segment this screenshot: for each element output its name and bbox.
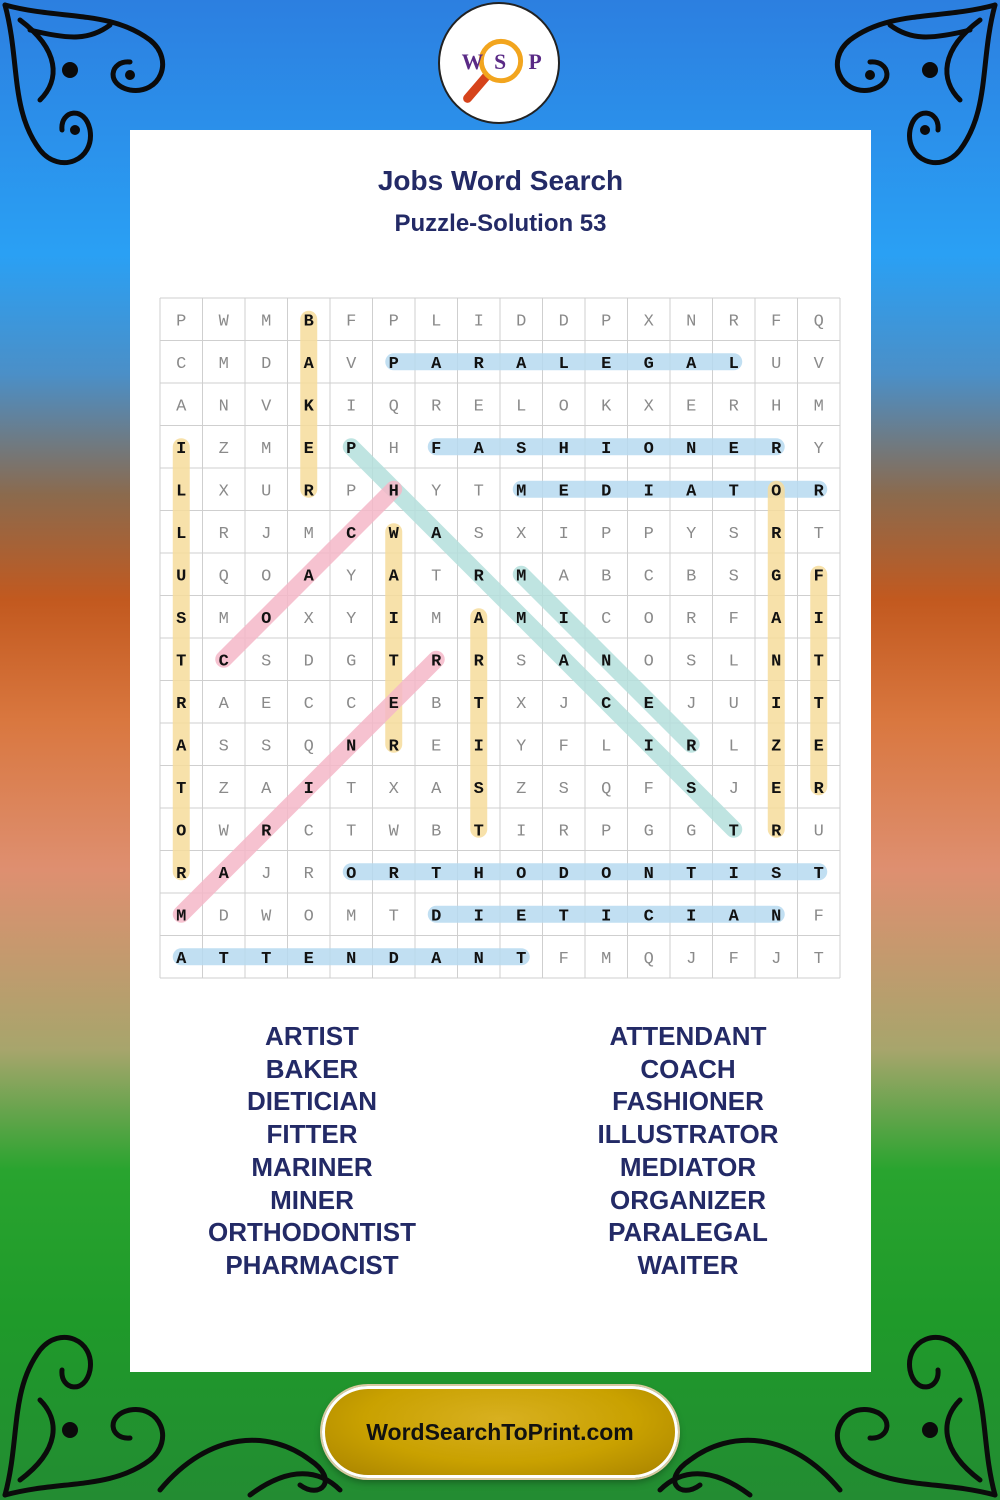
grid-cell-letter[interactable]: R [771, 524, 782, 544]
grid-cell-letter[interactable]: U [771, 354, 782, 374]
grid-cell-letter[interactable]: A [473, 609, 484, 629]
grid-cell-letter[interactable]: A [558, 567, 569, 587]
grid-cell-letter[interactable]: Y [813, 439, 824, 459]
grid-cell-letter[interactable]: M [218, 609, 229, 629]
grid-cell-letter[interactable]: S [728, 524, 739, 544]
grid-cell-letter[interactable]: P [601, 312, 612, 332]
grid-cell-letter[interactable]: W [261, 907, 272, 927]
word-list-item: MARINER [251, 1151, 373, 1182]
grid-cell-letter[interactable]: G [643, 354, 654, 374]
grid-cell-letter[interactable]: I [601, 907, 612, 927]
grid-cell-letter[interactable]: B [686, 567, 697, 587]
grid-cell-letter[interactable]: S [686, 652, 697, 672]
grid-cell-letter[interactable]: A [218, 694, 229, 714]
grid-cell-letter[interactable]: T [346, 822, 357, 842]
grid-cell-letter[interactable]: W [218, 312, 229, 332]
grid-cell-letter[interactable]: T [218, 949, 229, 969]
grid-cell-letter[interactable]: E [388, 694, 399, 714]
grid-cell-letter[interactable]: E [686, 397, 697, 417]
grid-cell-letter[interactable]: Q [813, 312, 824, 332]
grid-cell-letter[interactable]: R [176, 694, 187, 714]
grid-cell-letter[interactable]: A [771, 609, 782, 629]
grid-cell-letter[interactable]: R [771, 439, 782, 459]
grid-cell-letter[interactable]: N [771, 652, 782, 672]
grid-cell-letter[interactable]: M [218, 354, 229, 374]
grid-cell-letter[interactable]: R [813, 779, 824, 799]
grid-cell-letter[interactable]: J [686, 694, 697, 714]
grid-cell-letter[interactable]: S [686, 779, 697, 799]
grid-cell-letter[interactable]: R [303, 864, 314, 884]
grid-cell-letter[interactable]: T [813, 949, 824, 969]
grid-cell-letter[interactable]: E [601, 354, 612, 374]
grid-cell-letter[interactable]: A [728, 907, 739, 927]
grid-cell-letter[interactable]: N [686, 312, 697, 332]
grid-cell-letter[interactable]: T [388, 907, 399, 927]
grid-cell-letter[interactable]: G [686, 822, 697, 842]
grid-cell-letter[interactable]: S [261, 652, 272, 672]
grid-cell-letter[interactable]: R [218, 524, 229, 544]
grid-cell-letter[interactable]: B [431, 822, 442, 842]
grid-cell-letter[interactable]: T [686, 864, 697, 884]
grid-cell-letter[interactable]: Y [516, 737, 527, 757]
grid-cell-letter[interactable]: N [771, 907, 782, 927]
grid-cell-letter[interactable]: D [261, 354, 272, 374]
grid-cell-letter[interactable]: C [218, 652, 229, 672]
grid-cell-letter[interactable]: U [261, 482, 272, 502]
grid-cell-letter[interactable]: F [813, 567, 824, 587]
grid-cell-letter[interactable]: U [813, 822, 824, 842]
grid-cell-letter[interactable]: L [176, 524, 187, 544]
grid-cell-letter[interactable]: I [176, 439, 187, 459]
grid-cell-letter[interactable]: E [261, 694, 272, 714]
grid-cell-letter[interactable]: R [388, 737, 399, 757]
grid-cell-letter[interactable]: A [176, 737, 187, 757]
grid-cell-letter[interactable]: R [261, 822, 272, 842]
word-list-item: ORGANIZER [610, 1184, 766, 1215]
grid-cell-letter[interactable]: R [558, 822, 569, 842]
grid-cell-letter[interactable]: I [473, 737, 484, 757]
grid-cell-letter[interactable]: T [813, 864, 824, 884]
grid-cell-letter[interactable]: C [643, 907, 654, 927]
grid-cell-letter[interactable]: L [431, 312, 442, 332]
grid-cell-letter[interactable]: C [346, 694, 357, 714]
grid-cell-letter[interactable]: O [176, 822, 187, 842]
grid-cell-letter[interactable]: F [813, 907, 824, 927]
word-list-item: BAKER [265, 1053, 359, 1084]
grid-cell-letter[interactable]: I [388, 609, 399, 629]
grid-cell-letter[interactable]: T [431, 864, 442, 884]
word-list-item: FITTER [266, 1119, 358, 1150]
word-list-item: DIETICIAN [247, 1086, 377, 1117]
grid-cell-letter[interactable]: O [303, 907, 314, 927]
grid-cell-letter[interactable]: T [473, 694, 484, 714]
grid-cell-letter[interactable]: R [771, 822, 782, 842]
grid-cell-letter[interactable]: A [686, 482, 697, 502]
grid-cell-letter[interactable]: T [813, 652, 824, 672]
grid-cell-letter[interactable]: O [643, 439, 654, 459]
grid-cell-letter[interactable]: U [728, 694, 739, 714]
grid-cell-letter[interactable]: Q [643, 949, 654, 969]
grid-cell-letter[interactable]: J [771, 949, 782, 969]
grid-cell-letter[interactable]: R [686, 737, 697, 757]
grid-cell-letter[interactable]: Z [218, 779, 229, 799]
grid-cell-letter[interactable]: D [601, 482, 612, 502]
word-list-item: ORTHODONTIST [208, 1217, 416, 1248]
grid-cell-letter[interactable]: W [388, 524, 399, 544]
grid-cell-letter[interactable]: D [558, 864, 569, 884]
grid-cell-letter[interactable]: A [431, 779, 442, 799]
grid-cell-letter[interactable]: N [346, 737, 357, 757]
logo-letter-w: W [461, 49, 484, 74]
puzzle-paper [130, 130, 871, 1372]
grid-cell-letter[interactable]: I [346, 397, 357, 417]
grid-cell-letter[interactable]: M [346, 907, 357, 927]
grid-cell-letter[interactable]: P [601, 822, 612, 842]
grid-cell-letter[interactable]: J [261, 524, 272, 544]
grid-cell-letter[interactable]: I [473, 907, 484, 927]
grid-cell-letter[interactable]: I [558, 524, 569, 544]
grid-cell-letter[interactable]: V [813, 354, 824, 374]
grid-cell-letter[interactable]: A [558, 652, 569, 672]
grid-cell-letter[interactable]: K [303, 397, 314, 417]
grid-cell-letter[interactable]: Y [346, 567, 357, 587]
grid-cell-letter[interactable]: C [601, 609, 612, 629]
grid-cell-letter[interactable]: M [176, 907, 187, 927]
grid-cell-letter[interactable]: I [601, 439, 612, 459]
grid-cell-letter[interactable]: J [686, 949, 697, 969]
grid-cell-letter[interactable]: T [516, 949, 527, 969]
grid-cell-letter[interactable]: N [218, 397, 229, 417]
grid-cell-letter[interactable]: A [431, 524, 442, 544]
grid-cell-letter[interactable]: S [261, 737, 272, 757]
grid-cell-letter[interactable]: F [728, 949, 739, 969]
word-list-item: WAITER [637, 1249, 739, 1280]
word-search-grid [130, 130, 871, 1030]
grid-cell-letter[interactable]: M [516, 482, 527, 502]
grid-cell-letter[interactable]: X [643, 312, 654, 332]
grid-cell-letter[interactable]: T [431, 567, 442, 587]
grid-cell-letter[interactable]: L [728, 737, 739, 757]
grid-cell-letter[interactable]: O [771, 482, 782, 502]
grid-cell-letter[interactable]: I [643, 737, 654, 757]
grid-cell-letter[interactable]: M [813, 397, 824, 417]
grid-cell-letter[interactable]: S [176, 609, 187, 629]
grid-cell-letter[interactable]: E [558, 482, 569, 502]
grid-cell-letter[interactable]: A [516, 354, 527, 374]
grid-cell-letter[interactable]: S [558, 779, 569, 799]
grid-cell-letter[interactable]: J [261, 864, 272, 884]
grid-cell-letter[interactable]: E [728, 439, 739, 459]
grid-cell-letter[interactable]: R [813, 482, 824, 502]
grid-cell-letter[interactable]: I [643, 482, 654, 502]
grid-cell-letter[interactable]: H [558, 439, 569, 459]
grid-cell-letter[interactable]: T [388, 652, 399, 672]
grid-cell-letter[interactable]: R [388, 864, 399, 884]
grid-cell-letter[interactable]: A [303, 567, 314, 587]
grid-cell-letter[interactable]: B [303, 312, 314, 332]
page-subtitle: Puzzle-Solution 53 [394, 210, 607, 237]
grid-cell-letter[interactable]: T [176, 779, 187, 799]
grid-cell-letter[interactable]: F [728, 609, 739, 629]
grid-cell-letter[interactable]: A [176, 949, 187, 969]
grid-cell-letter[interactable]: X [388, 779, 399, 799]
grid-cell-letter[interactable]: G [771, 567, 782, 587]
grid-cell-letter[interactable]: S [218, 737, 229, 757]
grid-cell-letter[interactable]: T [813, 694, 824, 714]
grid-cell-letter[interactable]: O [261, 567, 272, 587]
grid-cell-letter[interactable]: T [558, 907, 569, 927]
grid-cell-letter[interactable]: D [303, 652, 314, 672]
grid-cell-letter[interactable]: N [686, 439, 697, 459]
grid-cell-letter[interactable]: H [473, 864, 484, 884]
grid-cell-letter[interactable]: X [516, 524, 527, 544]
grid-cell-letter[interactable]: P [346, 439, 357, 459]
word-list-item: PHARMACIST [225, 1249, 399, 1280]
grid-cell-letter[interactable]: E [643, 694, 654, 714]
grid-cell-letter[interactable]: T [346, 779, 357, 799]
grid-cell-letter[interactable]: E [473, 397, 484, 417]
site-link-button[interactable]: WordSearchToPrint.com [322, 1386, 678, 1478]
grid-cell-letter[interactable]: S [771, 864, 782, 884]
page-title: Jobs Word Search [377, 165, 624, 196]
grid-cell-letter[interactable]: H [388, 482, 399, 502]
grid-cell-letter[interactable]: V [261, 397, 272, 417]
grid-cell-letter[interactable]: I [516, 822, 527, 842]
word-list-item: MINER [270, 1184, 354, 1215]
grid-cell-letter[interactable]: D [431, 907, 442, 927]
grid-cell-letter[interactable]: Q [601, 779, 612, 799]
grid-cell-letter[interactable]: A [473, 439, 484, 459]
grid-cell-letter[interactable]: L [728, 354, 739, 374]
grid-cell-letter[interactable]: T [261, 949, 272, 969]
word-list-item: FASHIONER [612, 1086, 764, 1117]
grid-cell-letter[interactable]: O [516, 864, 527, 884]
grid-cell-letter[interactable]: F [431, 439, 442, 459]
grid-cell-letter[interactable]: Q [388, 397, 399, 417]
grid-cell-letter[interactable]: M [516, 567, 527, 587]
grid-cell-letter[interactable]: P [388, 312, 399, 332]
grid-cell-letter[interactable]: E [303, 439, 314, 459]
grid-cell-letter[interactable]: A [176, 397, 187, 417]
grid-cell-letter[interactable]: N [601, 652, 612, 672]
grid-cell-letter[interactable]: C [643, 567, 654, 587]
grid-cell-letter[interactable]: P [388, 354, 399, 374]
grid-cell-letter[interactable]: P [601, 524, 612, 544]
grid-cell-letter[interactable]: I [686, 907, 697, 927]
grid-cell-letter[interactable]: M [261, 439, 272, 459]
grid-cell-letter[interactable]: G [346, 652, 357, 672]
grid-cell-letter[interactable]: A [431, 354, 442, 374]
grid-cell-letter[interactable]: E [516, 907, 527, 927]
grid-cell-letter[interactable]: R [473, 354, 484, 374]
grid-cell-letter[interactable]: O [261, 609, 272, 629]
grid-cell-letter[interactable]: X [218, 482, 229, 502]
grid-cell-letter[interactable]: Y [686, 524, 697, 544]
grid-cell-letter[interactable]: C [346, 524, 357, 544]
grid-cell-letter[interactable]: P [176, 312, 187, 332]
grid-cell-letter[interactable]: Y [431, 482, 442, 502]
grid-cell-letter[interactable]: B [431, 694, 442, 714]
grid-cell-letter[interactable]: Z [218, 439, 229, 459]
grid-cell-letter[interactable]: M [261, 312, 272, 332]
word-list-item: ILLUSTRATOR [597, 1119, 779, 1150]
grid-cell-letter[interactable]: R [473, 652, 484, 672]
grid-cell-letter[interactable]: A [388, 567, 399, 587]
grid-cell-letter[interactable]: T [473, 822, 484, 842]
grid-cell-letter[interactable]: F [558, 737, 569, 757]
grid-cell-letter[interactable]: C [303, 694, 314, 714]
grid-cell-letter[interactable]: M [431, 609, 442, 629]
grid-cell-letter[interactable]: R [176, 864, 187, 884]
grid-cell-letter[interactable]: E [431, 737, 442, 757]
grid-cell-letter[interactable]: R [431, 397, 442, 417]
grid-cell-letter[interactable]: N [473, 949, 484, 969]
grid-cell-letter[interactable]: D [218, 907, 229, 927]
grid-cell-letter[interactable]: E [771, 779, 782, 799]
grid-cell-letter[interactable]: H [388, 439, 399, 459]
grid-cell-letter[interactable]: T [728, 482, 739, 502]
grid-cell-letter[interactable]: B [601, 567, 612, 587]
grid-cell-letter[interactable]: I [813, 609, 824, 629]
grid-cell-letter[interactable]: M [303, 524, 314, 544]
grid-cell-letter[interactable]: Y [346, 609, 357, 629]
grid-cell-letter[interactable]: O [643, 609, 654, 629]
grid-cell-letter[interactable]: S [728, 567, 739, 587]
grid-cell-letter[interactable]: J [728, 779, 739, 799]
grid-cell-letter[interactable]: F [771, 312, 782, 332]
grid-cell-letter[interactable]: R [431, 652, 442, 672]
grid-cell-letter[interactable]: S [473, 524, 484, 544]
grid-cell-letter[interactable]: W [388, 822, 399, 842]
grid-cell-letter[interactable]: V [346, 354, 357, 374]
grid-cell-letter[interactable]: X [303, 609, 314, 629]
grid-cell-letter[interactable]: C [176, 354, 187, 374]
logo-letter-p: P [528, 49, 542, 74]
grid-cell-letter[interactable]: E [303, 949, 314, 969]
grid-cell-letter[interactable]: M [601, 949, 612, 969]
grid-cell-letter[interactable]: I [728, 864, 739, 884]
grid-cell-letter[interactable]: E [813, 737, 824, 757]
grid-cell-letter[interactable]: A [686, 354, 697, 374]
grid-cell-letter[interactable]: I [558, 609, 569, 629]
word-list-item: ARTIST [265, 1021, 359, 1051]
logo-letter-s: S [494, 49, 507, 74]
grid-cell-letter[interactable]: L [516, 397, 527, 417]
grid-cell-letter[interactable]: L [728, 652, 739, 672]
grid-cell-letter[interactable]: W [218, 822, 229, 842]
word-list-left [162, 1020, 462, 1282]
word-list-item: ATTENDANT [609, 1021, 767, 1051]
grid-cell-letter[interactable]: A [431, 949, 442, 969]
grid-cell-letter[interactable]: I [473, 312, 484, 332]
grid-cell-letter[interactable]: A [261, 779, 272, 799]
grid-cell-letter[interactable]: L [601, 737, 612, 757]
grid-cell-letter[interactable]: Z [771, 737, 782, 757]
grid-cell-letter[interactable]: D [558, 312, 569, 332]
grid-cell-letter[interactable]: G [643, 822, 654, 842]
grid-cell-letter[interactable]: Q [303, 737, 314, 757]
grid-cell-letter[interactable]: R [303, 482, 314, 502]
grid-cell-letter[interactable]: M [516, 609, 527, 629]
grid-cell-letter[interactable]: D [516, 312, 527, 332]
grid-cell-letter[interactable]: A [303, 354, 314, 374]
grid-cell-letter[interactable]: S [516, 652, 527, 672]
grid-cell-letter[interactable]: F [558, 949, 569, 969]
grid-cell-letter[interactable]: H [771, 397, 782, 417]
grid-cell-letter[interactable]: D [388, 949, 399, 969]
grid-cell-letter[interactable]: C [601, 694, 612, 714]
grid-cell-letter[interactable]: R [473, 567, 484, 587]
grid-cell-letter[interactable]: F [643, 779, 654, 799]
wsp-logo [438, 2, 560, 124]
grid-cell-letter[interactable]: C [303, 822, 314, 842]
grid-cell-letter[interactable]: T [473, 482, 484, 502]
word-list-item: PARALEGAL [608, 1217, 768, 1248]
grid-cell-letter[interactable]: O [558, 397, 569, 417]
grid-cell-letter[interactable]: S [473, 779, 484, 799]
word-list-right [538, 1020, 838, 1282]
word-list-item: COACH [640, 1053, 736, 1084]
grid-cell-letter[interactable]: N [346, 949, 357, 969]
grid-cell-letter[interactable]: L [176, 482, 187, 502]
grid-cell-letter[interactable]: T [813, 524, 824, 544]
grid-cell-letter[interactable]: O [346, 864, 357, 884]
grid-cell-letter[interactable]: Z [516, 779, 527, 799]
grid-cell-letter[interactable]: P [643, 524, 654, 544]
word-list-item: MEDIATOR [619, 1151, 757, 1182]
grid-cell-letter[interactable]: T [728, 822, 739, 842]
grid-cell-letter[interactable]: R [728, 397, 739, 417]
grid-cell-letter[interactable]: K [601, 397, 612, 417]
grid-cell-letter[interactable]: J [558, 694, 569, 714]
grid-cell-letter[interactable]: Q [218, 567, 229, 587]
grid-cell-letter[interactable]: O [643, 652, 654, 672]
grid-cell-letter[interactable]: R [728, 312, 739, 332]
grid-cell-letter[interactable]: I [303, 779, 314, 799]
grid-cell-letter[interactable]: T [176, 652, 187, 672]
grid-cell-letter[interactable]: S [516, 439, 527, 459]
grid-cell-letter[interactable]: X [516, 694, 527, 714]
grid-cell-letter[interactable]: I [771, 694, 782, 714]
grid-cell-letter[interactable]: X [643, 397, 654, 417]
grid-cell-letter[interactable]: F [346, 312, 357, 332]
grid-cell-letter[interactable]: P [346, 482, 357, 502]
grid-cell-letter[interactable]: N [643, 864, 654, 884]
grid-cell-letter[interactable]: O [601, 864, 612, 884]
grid-cell-letter[interactable]: U [176, 567, 187, 587]
grid-cell-letter[interactable]: A [218, 864, 229, 884]
grid-cell-letter[interactable]: L [558, 354, 569, 374]
grid-cell-letter[interactable]: R [686, 609, 697, 629]
